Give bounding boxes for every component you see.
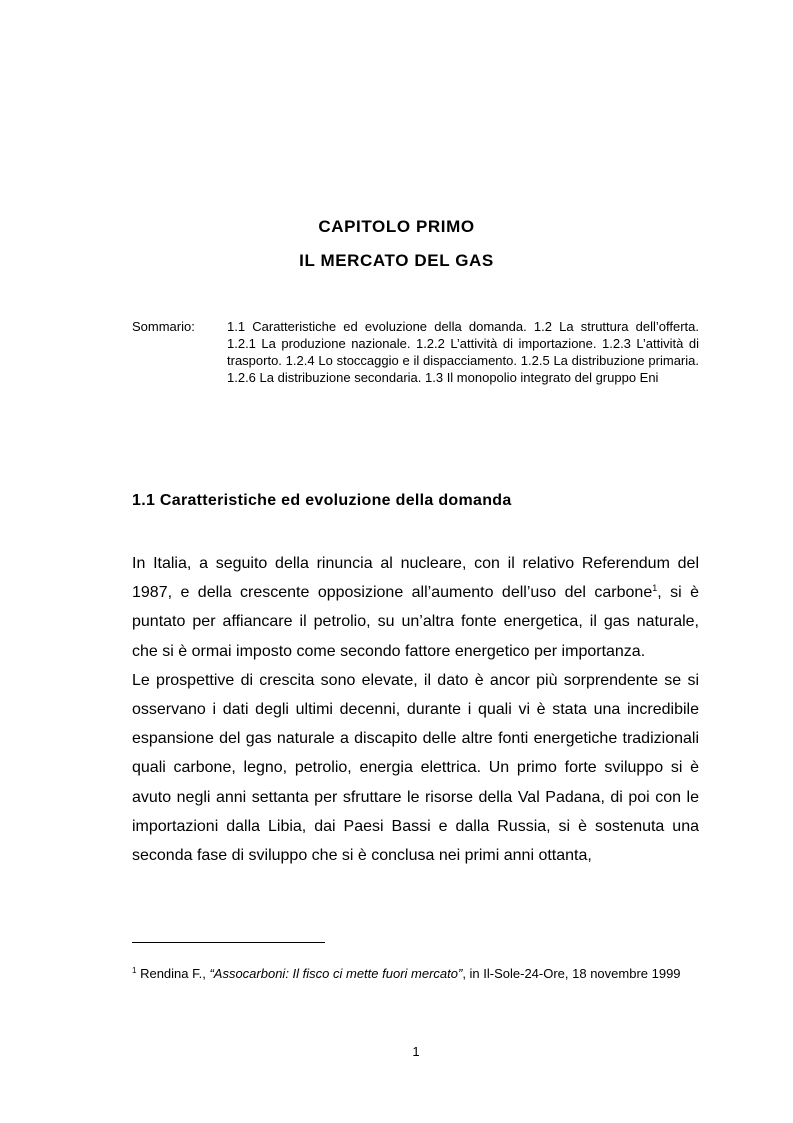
body-text [132, 549, 699, 870]
page-number: 1 [412, 1044, 420, 1059]
footnote-title: “Assocarboni: Il fisco ci mette fuori mercato” [209, 966, 463, 981]
paragraph-1-text-start: In Italia, a seguito della rinuncia al nucleare, con il relativo Referendum del 1987, e della crescente opposizione all’aumento dell’uso del carbone [132, 555, 699, 602]
footnote-divider [132, 942, 325, 943]
footnote-source: , in Il-Sole-24-Ore, 18 novembre 1999 [462, 966, 681, 981]
chapter-title: IL MERCATO DEL GAS [299, 251, 494, 270]
summary-text: 1.1 Caratteristiche ed evoluzione della domanda. 1.2 La struttura dell’offerta. 1.2.1 La produzione nazionale. 1.2.2 L’attività di importazione. 1.2.3 L’attività di trasporto. 1.2.4 Lo stoccaggio e il dispacciamento. 1.2.5 La distribuzione primaria. 1.2.6 La distribuzione secondaria. 1.3 Il monopolio integrato del gruppo Eni [227, 319, 699, 385]
chapter-label: CAPITOLO PRIMO [318, 217, 475, 236]
paragraph-2: Le prospettive di crescita sono elevate, il dato è ancor più sorprendente se si osservano i dati degli ultimi decenni, durante i quali vi è stata una incredibile espansione del gas naturale a discapito delle altre fonti energetiche tradizionali quali carbone, legno, petrolio, energia elettrica. Un primo forte sviluppo si è avuto negli anni settanta per sfruttare le risorse della Val Padana, di poi con le importazioni dalla Libia, dai Paesi Bassi e dalla Russia, si è sostenuta una seconda fase di sviluppo che si è conclusa nei primi anni ottanta, [132, 671, 699, 865]
summary-label: Sommario: [132, 319, 195, 334]
footnote-reference: 1 [652, 583, 658, 594]
footnote [132, 961, 699, 986]
paragraph-1-text-end: , si è puntato per affiancare il petrolio, su un’altra fonte energetica, il gas naturale, che si è ormai imposto come secondo fattore energetico per importanza. [132, 584, 699, 660]
paragraph-1 [132, 549, 699, 666]
footnote-number: 1 [132, 966, 137, 975]
footnote-author: Rendina F., [140, 966, 210, 981]
section-heading: 1.1 Caratteristiche ed evoluzione della domanda [132, 492, 512, 509]
